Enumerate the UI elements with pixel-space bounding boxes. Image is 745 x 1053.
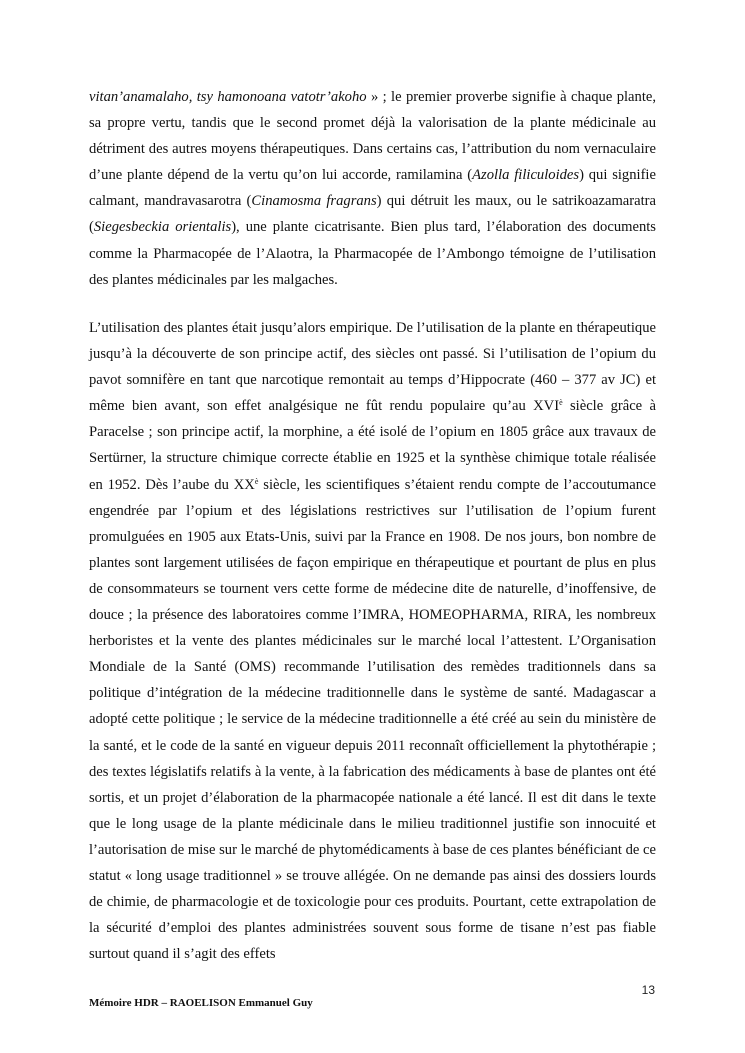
species-name-azolla: Azolla filiculoides bbox=[472, 167, 580, 184]
body-paragraph-2 bbox=[89, 315, 656, 967]
body-paragraph-1 bbox=[89, 84, 656, 293]
century-superscript-1: è bbox=[559, 398, 563, 408]
paragraph-1-text-b: ) qui signifie calmant, mandravasarotra ( bbox=[89, 167, 656, 210]
species-name-cinamosma: Cinamosma fragrans bbox=[251, 193, 377, 210]
species-name-siegesbeckia: Siegesbeckia orientalis bbox=[93, 219, 232, 236]
proverb-text: vitan’anamalaho, tsy hamonoana vatotr’akoho bbox=[89, 89, 367, 105]
paragraph-2-text-c: siècle, les scientifiques s’étaient rendu compte de l’accoutumance engendrée par l’opium et des législations restrictives sur l’utilisation de l’opium furent promulguées en 1905 aux Etats-Unis, suivi par la France en 1908. De nos jours, bon nombre de plantes sont largement utilisées de façon empirique en thérapeutique et pourtant de plus en plus de consommateurs se tournent vers cette forme de médecine dite de naturelle, d’inoffensive, de douce ; la présence des laboratoires comme l’IMRA, HOMEOPHARMA, RIRA, les nombreux herboristes et la vente des plantes médicinales sur le marché local l’attestent. L’Organisation Mondiale de la Santé (OMS) recommande l’utilisation des remèdes traditionnels dans sa politique d’intégration de la médecine traditionnelle dans le système de santé. Madagascar a adopté cette politique ; le service de la médecine traditionnelle a été créé au sein du ministère de la santé, et le code de la santé en vigueur depuis 2011 reconnaît officiellement la phytothérapie ; des textes législatifs relatifs à la vente, à la fabrication des médicaments à base de plantes ont été sortis, et un projet d’élaboration de la pharmacopée nationale a été lancé. Il est dit dans le texte que le long usage de la plante médicinale dans le milieu traditionnel justifie son innocuité et l’autorisation de mise sur le marché de phytomédicaments à base de ces plantes bénéficiant de ce statut « long usage traditionnel » se trouve allégée. On ne demande pas ainsi des dossiers lourds de chimie, de pharmacologie et de toxicologie pour ces produits. Pourtant, cette extrapolation de la sécurité d’emploi des plantes administrées souvent sous forme de tisane n’est pas fiable surtout quand il s’agit des effets bbox=[89, 476, 656, 963]
page-footer: Mémoire HDR – RAOELISON Emmanuel Guy bbox=[89, 997, 313, 1009]
paragraph-1-text-d: ), une plante cicatrisante. Bien plus tard, l’élaboration des documents comme la Pharmacopée de l’Alaotra, la Pharmacopée de l’Ambongo témoigne de l’utilisation des plantes médicinales par les malgaches. bbox=[89, 219, 656, 288]
paragraph-2-text-a: L’utilisation des plantes était jusqu’alors empirique. De l’utilisation de la plante en thérapeutique jusqu’à la découverte de son principe actif, des siècles ont passé. Si l’utilisation de l’opium du pavot somnifère en tant que narcotique remontait au temps d’Hippocrate (460 – 377 av JC) et même bien avant, son effet analgésique ne fût rendu populaire qu’au XVI bbox=[89, 320, 656, 415]
page-number: 13 bbox=[641, 983, 655, 997]
paragraph-1-text-a: » ; le premier proverbe signifie à chaque plante, sa propre vertu, tandis que le second promet déjà la valorisation de la plante médicinale au détriment des autres moyens thérapeutiques. Dans certains cas, l’attribution du nom vernaculaire d’une plante dépend de la vertu qu’on lui accorde, ramilamina ( bbox=[89, 89, 656, 184]
paragraph-1-text-c: ) qui détruit les maux, ou le satrikoazamaratra ( bbox=[89, 193, 656, 236]
century-superscript-2: è bbox=[254, 476, 259, 486]
paragraph-2-text-b: siècle grâce à Paracelse ; son principe actif, la morphine, a été isolé de l’opium en 1805 grâce aux travaux de Sertürner, la structure chimique correcte établie en 1925 et la synthèse chimique totale réalisée en 1952. Dès l’aube du XX bbox=[89, 398, 656, 493]
